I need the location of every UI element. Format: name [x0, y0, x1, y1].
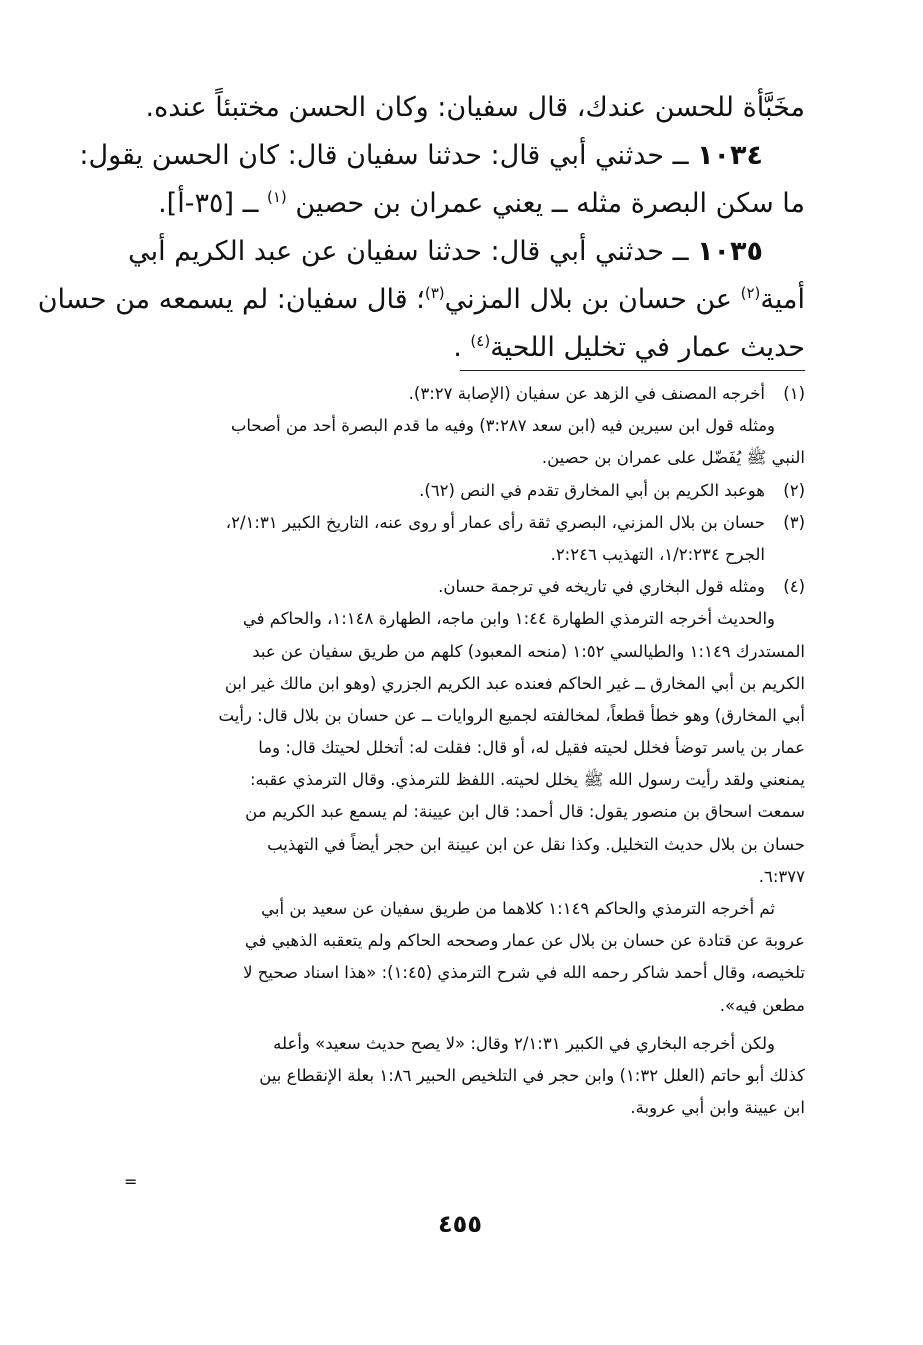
- hadith-1034: [79, 132, 805, 180]
- footnote-line: تلخيصه، وقال أحمد شاكر رحمه الله في شرح الترمذي (١:٤٥): «هذا اسناد صحيح لا: [243, 963, 805, 983]
- footnote-marker: (٢): [783, 480, 805, 500]
- footnote-ref[interactable]: (٢): [740, 284, 761, 302]
- main-line-part: ــ [٣٥-أ].: [158, 188, 259, 219]
- footnote-line: مطعن فيه».: [719, 995, 805, 1015]
- footnote-line: والحديث أخرجه الترمذي الطهارة ١:٤٤ وابن ماجه، الطهارة ١:١٤٨، والحاكم في: [242, 609, 775, 629]
- footnote-marker: (١): [783, 384, 805, 403]
- footnote-line: كذلك أبو حاتم (العلل ١:٣٢) وابن حجر في التلخيص الحبير ١:٨٦ بعلة الإنقطاع بين: [259, 1065, 805, 1085]
- footnote-line: عمار بن ياسر توضأ فخلل لحيته فقيل له، أو قال: فقلت له: أتخلل لحيتك قال: وما: [258, 738, 805, 758]
- hadith-intro: ــ حدثني أبي: [548, 140, 689, 171]
- footnote-line: ومثله قول ابن سيرين فيه (ابن سعد ٣:٢٨٧) وفيه ما قدم البصرة أحد من أصحاب: [230, 416, 775, 436]
- footnote-4: [120, 571, 805, 603]
- footnote-line: ابن عيينة وابن أبي عروبة.: [630, 1098, 805, 1118]
- footnote-text: حسان بن بلال المزني، البصري ثقة رأى عمار أو روى عنه، التاريخ الكبير ٢/١:٣١،: [225, 512, 765, 532]
- main-line-part: .: [453, 332, 462, 363]
- continuation-mark: =: [124, 1172, 138, 1191]
- footnote-line: يمنعني ولقد رأيت رسول الله ﷺ يخلل لحيته. اللفظ للترمذي. وقال الترمذي عقبه:: [249, 770, 805, 790]
- footnote-marker: (٣): [783, 512, 805, 532]
- main-line-part: عن حسان بن بلال المزني: [444, 284, 733, 315]
- main-line: [120, 324, 805, 372]
- main-line: [120, 180, 805, 228]
- footnote-line: الجرح ١/٢:٢٣٤، التهذيب ٢:٢٤٦.: [550, 544, 765, 564]
- footnote-line: ٦:٣٧٧.: [758, 866, 805, 886]
- main-line-part: أمية: [760, 284, 805, 315]
- main-text: [37, 84, 805, 372]
- main-line: [37, 276, 805, 324]
- footnotes: [120, 378, 805, 1124]
- hadith-intro: ــ حدثني أبي: [548, 236, 689, 267]
- main-line-part: حديث عمار في تخليل اللحية: [490, 332, 805, 363]
- footnote-ref[interactable]: (٤): [470, 332, 491, 350]
- footnote-marker: (٤): [783, 577, 805, 597]
- footnote-ref[interactable]: (١): [267, 188, 287, 206]
- footnote-divider: [460, 370, 805, 371]
- main-line-part: قال: حدثنا سفيان عن عبد الكريم أبي: [128, 236, 541, 267]
- footnote-line: سمعت اسحاق بن منصور يقول: قال أحمد: قال ابن عيينة: لم يسمع عبد الكريم من: [245, 802, 805, 822]
- main-line-part: ؛ قال سفيان: لم يسمعه من حسان: [37, 284, 425, 315]
- footnote-ref[interactable]: (٣): [424, 284, 445, 302]
- footnote-line: أبي المخارق) وهو خطأ قطعاً، لمخالفته لجميع الروايات ــ عن حسان بن بلال قال: رأيت: [218, 705, 805, 725]
- main-line-part: ما سكن البصرة مثله ــ يعني عمران بن حصين: [295, 188, 805, 219]
- footnote-text: ومثله قول البخاري في تاريخه في ترجمة حسان.: [438, 577, 765, 597]
- footnote-2: [120, 475, 805, 507]
- footnote-1: [120, 378, 805, 410]
- main-line-part: قال: حدثنا سفيان قال: كان الحسن يقول:: [79, 140, 541, 171]
- hadith-number: ١٠٣٤: [697, 140, 763, 171]
- page-number: ٤٥٥: [438, 1210, 482, 1238]
- footnote-text: هوعبد الكريم بن أبي المخارق تقدم في النص (٦٢).: [419, 480, 765, 500]
- footnote-line: المستدرك ١:١٤٩ والطيالسي ١:٥٢ (منحه المعبود) كلهم من طريق سفيان عن عبد: [252, 641, 805, 661]
- footnote-line: النبي ﷺ يُفَضّل على عمران بن حصين.: [541, 448, 805, 468]
- footnote-line: عروبة عن قتادة عن حسان بن بلال عن عمار وصححه الحاكم ولم يتعقبه الذهبي في: [244, 931, 805, 951]
- footnote-line: الكريم بن أبي المخارق ــ غير الحاكم فعنده عبد الكريم الجزري (وهو ابن مالك غير ابن: [224, 673, 805, 693]
- footnote-line: ثم أخرجه الترمذي والحاكم ١:١٤٩ كلاهما من طريق سفيان عن سعيد بن أبي: [261, 899, 775, 918]
- hadith-1035: [120, 228, 805, 276]
- footnote-line: ولكن أخرجه البخاري في الكبير ٢/١:٣١ وقال: «لا يصح حديث سعيد» وأعله: [273, 1033, 775, 1053]
- hadith-number: ١٠٣٥: [697, 236, 763, 267]
- footnote-3: [120, 507, 805, 539]
- footnote-text: أخرجه المصنف في الزهد عن سفيان (الإصابة ٣:٢٧).: [408, 384, 765, 403]
- main-line: مخَبَّأة للحسن عندك، قال سفيان: وكان الحسن مختبئاً عنده.: [145, 92, 805, 123]
- footnote-line: حسان بن بلال حديث التخليل. وكذا نقل عن ابن عيينة ابن حجر أيضاً في التهذيب: [267, 834, 805, 854]
